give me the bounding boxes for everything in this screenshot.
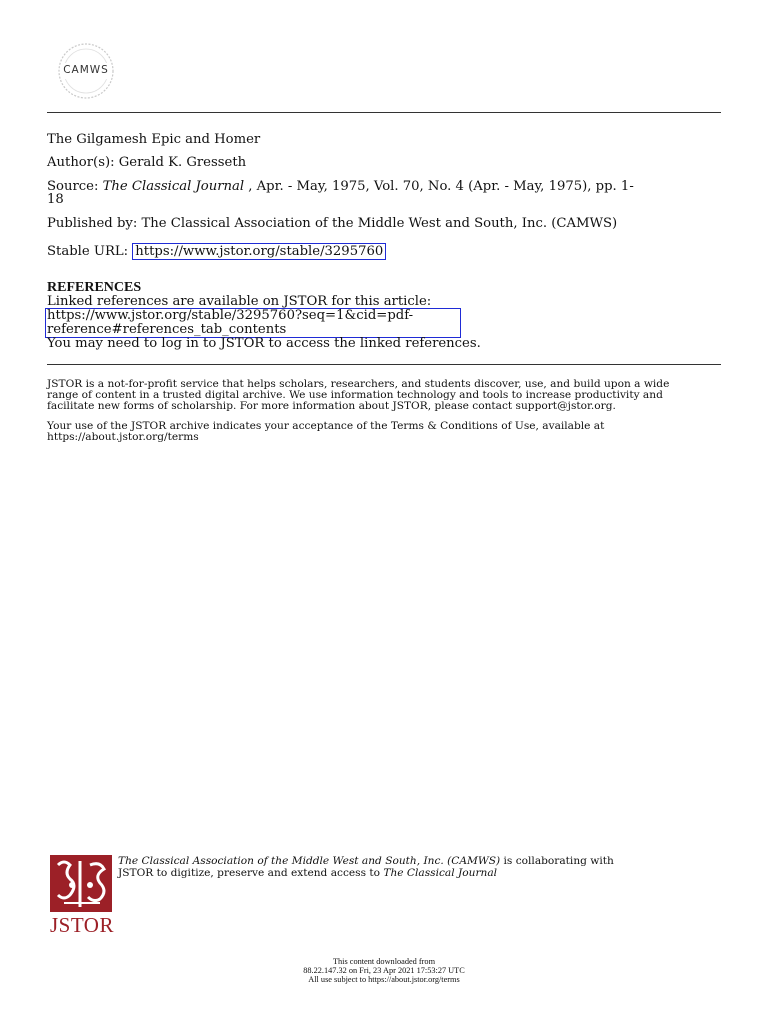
jstor-logo (50, 855, 114, 935)
references-note: You may need to log in to JSTOR to access the linked references. (47, 336, 481, 351)
jstor-logo-text: JSTOR (50, 913, 114, 937)
terms-line1: Your use of the JSTOR archive indicates your acceptance of the Terms & Conditions of Use, available at (47, 420, 605, 432)
references-heading: REFERENCES (47, 280, 142, 295)
camws-logo-text: CAMWS (63, 64, 109, 76)
stable-url-line (47, 244, 386, 259)
footer-terms-line: All use subject to https://about.jstor.org/terms (308, 975, 460, 984)
collaboration-journal: The Classical Journal (383, 867, 498, 879)
collaboration-text2: JSTOR to digitize, preserve and extend access to (118, 867, 384, 879)
disclaimer-line1: JSTOR is a not-for-profit service that helps scholars, researchers, and students discover, use, and build upon a wide (47, 378, 670, 390)
source-details: , Apr. - May, 1975, Vol. 70, No. 4 (Apr. - May, 1975), pp. 1- (244, 179, 634, 194)
stable-url-link[interactable]: https://www.jstor.org/stable/3295760 (132, 243, 386, 260)
references-link-line1[interactable]: https://www.jstor.org/stable/3295760?seq=1&cid=pdf- (47, 308, 414, 323)
footer-ip-line: 88.22.147.32 on Fri, 23 Apr 2021 17:53:27 UTC (303, 966, 465, 975)
middle-divider (47, 364, 721, 365)
article-title: The Gilgamesh Epic and Homer (47, 132, 261, 147)
author-line: Author(s): Gerald K. Gresseth (47, 155, 247, 170)
published-by: Published by: The Classical Association of the Middle West and South, Inc. (CAMWS) (47, 216, 618, 231)
source-line (47, 179, 634, 194)
terms-line2: https://about.jstor.org/terms (47, 431, 199, 443)
references-link-line2[interactable]: reference#references_tab_contents (47, 322, 287, 337)
source-pages-cont: 18 (47, 192, 64, 207)
collaboration-line2 (118, 868, 497, 880)
disclaimer-line3: facilitate new forms of scholarship. For more information about JSTOR, please contact support@jstor.org. (47, 400, 616, 412)
source-journal: The Classical Journal (102, 179, 245, 194)
footer-download-line: This content downloaded from (332, 957, 436, 966)
top-divider (47, 112, 721, 113)
references-linked-text: Linked references are available on JSTOR for this article: (47, 294, 432, 309)
camws-logo (50, 40, 122, 102)
disclaimer-line2: range of content in a trusted digital archive. We use information technology and tools to increase productivity and (47, 389, 663, 401)
source-prefix: Source: (47, 179, 103, 194)
jstor-logo-icon (50, 855, 114, 913)
collaboration-org: The Classical Association of the Middle West and South, Inc. (CAMWS) (118, 855, 501, 867)
stable-url-label: Stable URL: (47, 244, 133, 259)
collaboration-text1: is collaborating with (500, 855, 614, 867)
